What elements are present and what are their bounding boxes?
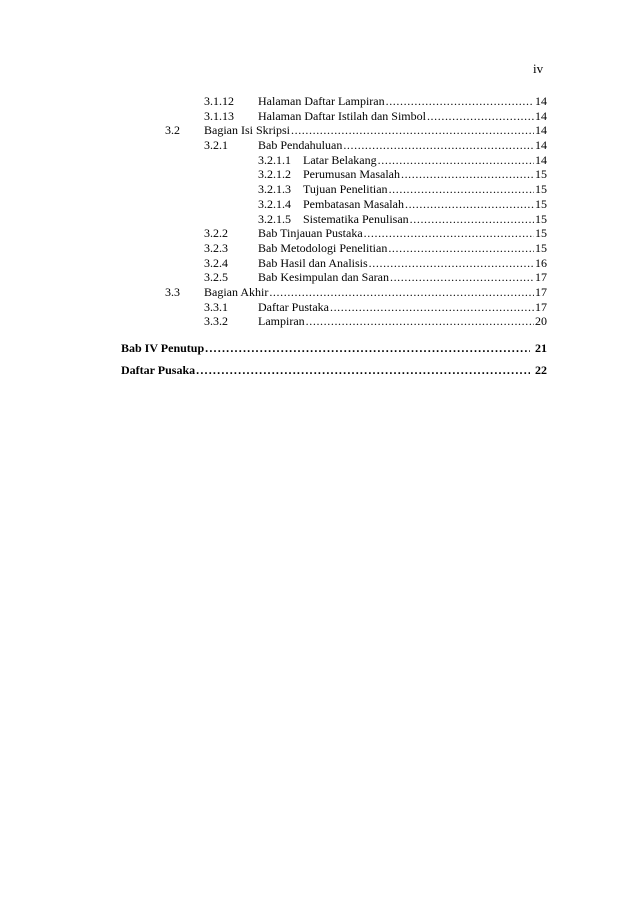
dot-leader xyxy=(388,241,534,256)
toc-entry-page: 14 xyxy=(535,94,547,108)
toc-entry-page: 14 xyxy=(535,152,547,167)
toc-entry xyxy=(0,270,638,285)
toc-entry-number: 3.1.12 xyxy=(204,94,234,108)
toc-entry-title: Daftar Pustaka xyxy=(258,299,329,314)
toc-entry-number: 3.3.1 xyxy=(204,299,228,314)
toc-entry-title: Latar Belakang xyxy=(303,152,377,167)
dot-leader xyxy=(269,285,534,300)
toc-entry xyxy=(0,167,638,182)
toc-entry xyxy=(0,94,638,109)
toc-entry-number: 3.2.1.2 xyxy=(258,167,291,182)
toc-entry-page: 15 xyxy=(535,240,547,255)
toc-entry-number: 3.2.1 xyxy=(204,138,228,153)
toc-entry xyxy=(0,153,638,168)
dot-leader xyxy=(410,212,534,227)
toc-entry-title: Lampiran xyxy=(258,314,305,329)
dot-leader xyxy=(205,337,530,359)
toc-entry-page: 15 xyxy=(535,196,547,211)
toc-entry-number: 3.2.1.5 xyxy=(258,211,291,226)
toc-chapter-entry xyxy=(0,359,638,381)
toc-entry-page: 14 xyxy=(535,123,547,138)
toc-entry-title: Bagian Isi Skripsi xyxy=(204,123,290,138)
toc-entry xyxy=(0,300,638,315)
toc-entry-number: 3.3 xyxy=(165,284,180,299)
toc-entry-title: Sistematika Penulisan xyxy=(303,211,409,226)
toc-entry xyxy=(0,256,638,271)
toc-entry xyxy=(0,197,638,212)
dot-leader xyxy=(401,167,534,182)
dot-leader xyxy=(378,153,534,168)
toc-entry-title: Halaman Daftar Lampiran xyxy=(258,94,385,108)
toc-entry-number: 3.2.1.4 xyxy=(258,196,291,211)
dot-leader xyxy=(390,270,534,285)
toc-entry-page: 15 xyxy=(535,167,547,182)
toc-entry-number: 3.2 xyxy=(165,123,180,138)
toc-entry xyxy=(0,314,638,329)
toc-entry-title: Pembatasan Masalah xyxy=(303,196,404,211)
dot-leader xyxy=(389,182,534,197)
toc-entry-number: 3.2.2 xyxy=(204,226,228,241)
toc-entry xyxy=(0,241,638,256)
toc-chapter-page: 22 xyxy=(535,363,547,377)
toc-entry-page: 15 xyxy=(535,211,547,226)
toc-entry-number: 3.2.5 xyxy=(204,270,228,285)
toc-entry xyxy=(0,109,638,124)
toc-entry-title: Bab Tinjauan Pustaka xyxy=(258,226,363,241)
toc-entry xyxy=(0,123,638,138)
toc-entry-title: Bab Kesimpulan dan Saran xyxy=(258,270,389,285)
toc-entry-title: Bab Pendahuluan xyxy=(258,138,343,153)
dot-leader xyxy=(405,197,534,212)
dot-leader xyxy=(386,94,534,109)
dot-leader xyxy=(196,359,530,381)
toc-entry xyxy=(0,138,638,153)
toc-entry-page: 20 xyxy=(535,314,547,329)
table-of-contents xyxy=(0,94,638,381)
toc-chapter-title: Bab IV Penutup xyxy=(121,341,205,355)
dot-leader xyxy=(291,123,534,138)
toc-entry-title: Bab Metodologi Penelitian xyxy=(258,240,388,255)
toc-entry-number: 3.2.1.3 xyxy=(258,182,291,197)
toc-entry-page: 16 xyxy=(535,255,547,270)
toc-entry-title: Halaman Daftar Istilah dan Simbol xyxy=(258,108,426,123)
toc-entry-page: 15 xyxy=(535,226,547,241)
dot-leader xyxy=(364,226,534,241)
spacer xyxy=(0,329,638,337)
toc-entry-title: Perumusan Masalah xyxy=(303,167,400,182)
toc-entry-page: 17 xyxy=(535,270,547,285)
toc-entry-number: 3.1.13 xyxy=(204,108,234,123)
toc-entry-title: Bagian Akhir xyxy=(204,284,269,299)
dot-leader xyxy=(306,314,534,329)
toc-entry-page: 17 xyxy=(535,299,547,314)
toc-entry-page: 14 xyxy=(535,138,547,153)
toc-entry-number: 3.2.3 xyxy=(204,240,228,255)
toc-entry-page: 17 xyxy=(535,284,547,299)
toc-entry-page: 15 xyxy=(535,182,547,197)
toc-entry-number: 3.2.4 xyxy=(204,255,228,270)
toc-entry xyxy=(0,285,638,300)
dot-leader xyxy=(369,256,534,271)
dot-leader xyxy=(343,138,534,153)
page-number: iv xyxy=(533,61,544,76)
toc-entry-page: 14 xyxy=(535,108,547,123)
toc-entry-number: 3.2.1.1 xyxy=(258,152,291,167)
toc-chapter-page: 21 xyxy=(535,341,547,355)
toc-chapter-title: Daftar Pusaka xyxy=(121,363,196,377)
dot-leader xyxy=(330,300,534,315)
toc-entry xyxy=(0,226,638,241)
toc-entry xyxy=(0,212,638,227)
toc-entry-number: 3.3.2 xyxy=(204,314,228,329)
toc-entry xyxy=(0,182,638,197)
toc-entry-title: Bab Hasil dan Analisis xyxy=(258,255,368,270)
toc-chapter-entry xyxy=(0,337,638,359)
toc-entry-title: Tujuan Penelitian xyxy=(303,182,388,197)
dot-leader xyxy=(427,109,534,124)
